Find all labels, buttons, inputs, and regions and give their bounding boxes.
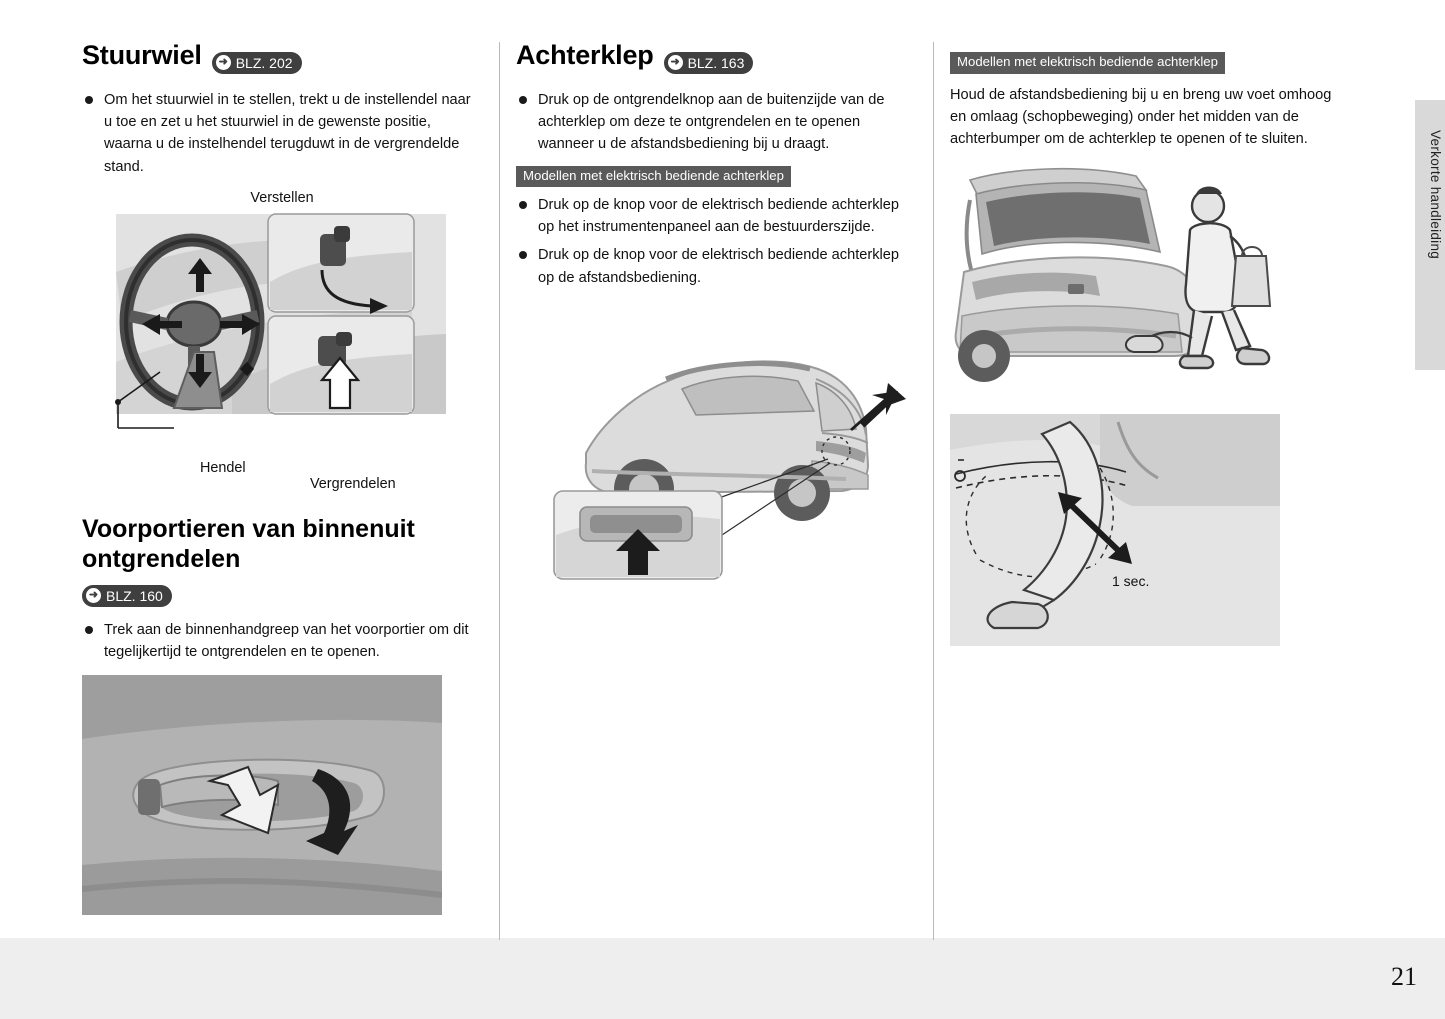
steering-wheel-illustration [82,212,482,462]
figure-kick-detail [950,414,1350,646]
note-tag-power-tailgate-2: Modellen met elektrisch bediende achterklep [950,52,1225,74]
list-item: Trek aan de binnenhandgreep van het voorportier om dit tegelijkertijd te ontgrendelen en te openen. [82,619,482,663]
list-item: Druk op de knop voor de elektrisch bediende achterklep op het instrumentenpaneel aan de bestuurderszijde. [516,194,916,238]
figure-door-handle [82,675,482,915]
tailgate-release-illustration [516,303,916,583]
section-title-achterklep: Achterklep [516,40,654,70]
section-title-voorportieren: Voorportieren van binnenuit ontgrendelen [82,514,415,574]
bullet-list-stuurwiel [82,89,482,178]
column-1 [82,40,482,915]
page-number: 21 [1391,962,1417,991]
bullet-list-voorportieren [82,619,482,663]
kick-detail-illustration [950,414,1280,646]
arrow-right-icon: ➜ [216,55,231,70]
page-reference-achterklep[interactable] [664,52,754,74]
bullet-list-achterklep [516,89,916,156]
paragraph-kick-motion: Houd de afstandsbediening bij u en breng uw voet omhoog en omlaag (schopbeweging) onder het midden van de achterbumper om de achterklep te openen of te sluiten. [950,86,1332,147]
figure-steering-wheel [82,189,482,492]
page-reference-label: BLZ. 160 [106,587,163,604]
kick-duration-label: 1 sec. [1112,573,1150,590]
section-title-stuurwiel-row [82,40,482,81]
figure-kick-open [950,160,1350,400]
column-2 [516,40,916,583]
page-reference-label: BLZ. 163 [687,54,745,71]
page-reference-label: BLZ. 202 [235,54,293,71]
page-reference-voorportieren[interactable] [82,585,172,607]
side-tab-label: Verkorte handleiding [1428,130,1443,260]
arrow-right-icon: ➜ [86,588,101,603]
arrow-right-icon: ➜ [668,55,683,70]
column-divider-2 [933,42,934,940]
section-title-stuurwiel: Stuurwiel [82,40,202,70]
footer-band [0,938,1445,1019]
column-3 [950,52,1350,646]
figure-caption-hendel: Hendel [200,459,246,476]
bullet-list-power-tailgate [516,194,916,289]
kick-open-illustration [950,160,1280,400]
section-title-achterklep-row [516,40,916,81]
note-tag-power-tailgate: Modellen met elektrisch bediende achterklep [516,166,791,188]
figure-caption-vergrendelen: Vergrendelen [310,475,396,492]
door-handle-illustration [82,675,442,915]
list-item: Druk op de ontgrendelknop aan de buitenzijde van de achterklep om deze te ontgrendelen en te openen wanneer u de afstandsbediening bij u draagt. [516,89,916,156]
figure-tailgate-release [516,303,916,583]
list-item: Om het stuurwiel in te stellen, trekt u de instellendel naar u toe en zet u het stuurwiel in de gewenste positie, waarna u de instelhendel terugduwt in de vergrendelde stand. [82,89,482,178]
figure-caption-verstellen: Verstellen [250,189,314,206]
list-item: Druk op de knop voor de elektrisch bediende achterklep op de afstandsbediening. [516,244,916,288]
column-divider-1 [499,42,500,940]
page-reference-stuurwiel[interactable] [212,52,302,74]
